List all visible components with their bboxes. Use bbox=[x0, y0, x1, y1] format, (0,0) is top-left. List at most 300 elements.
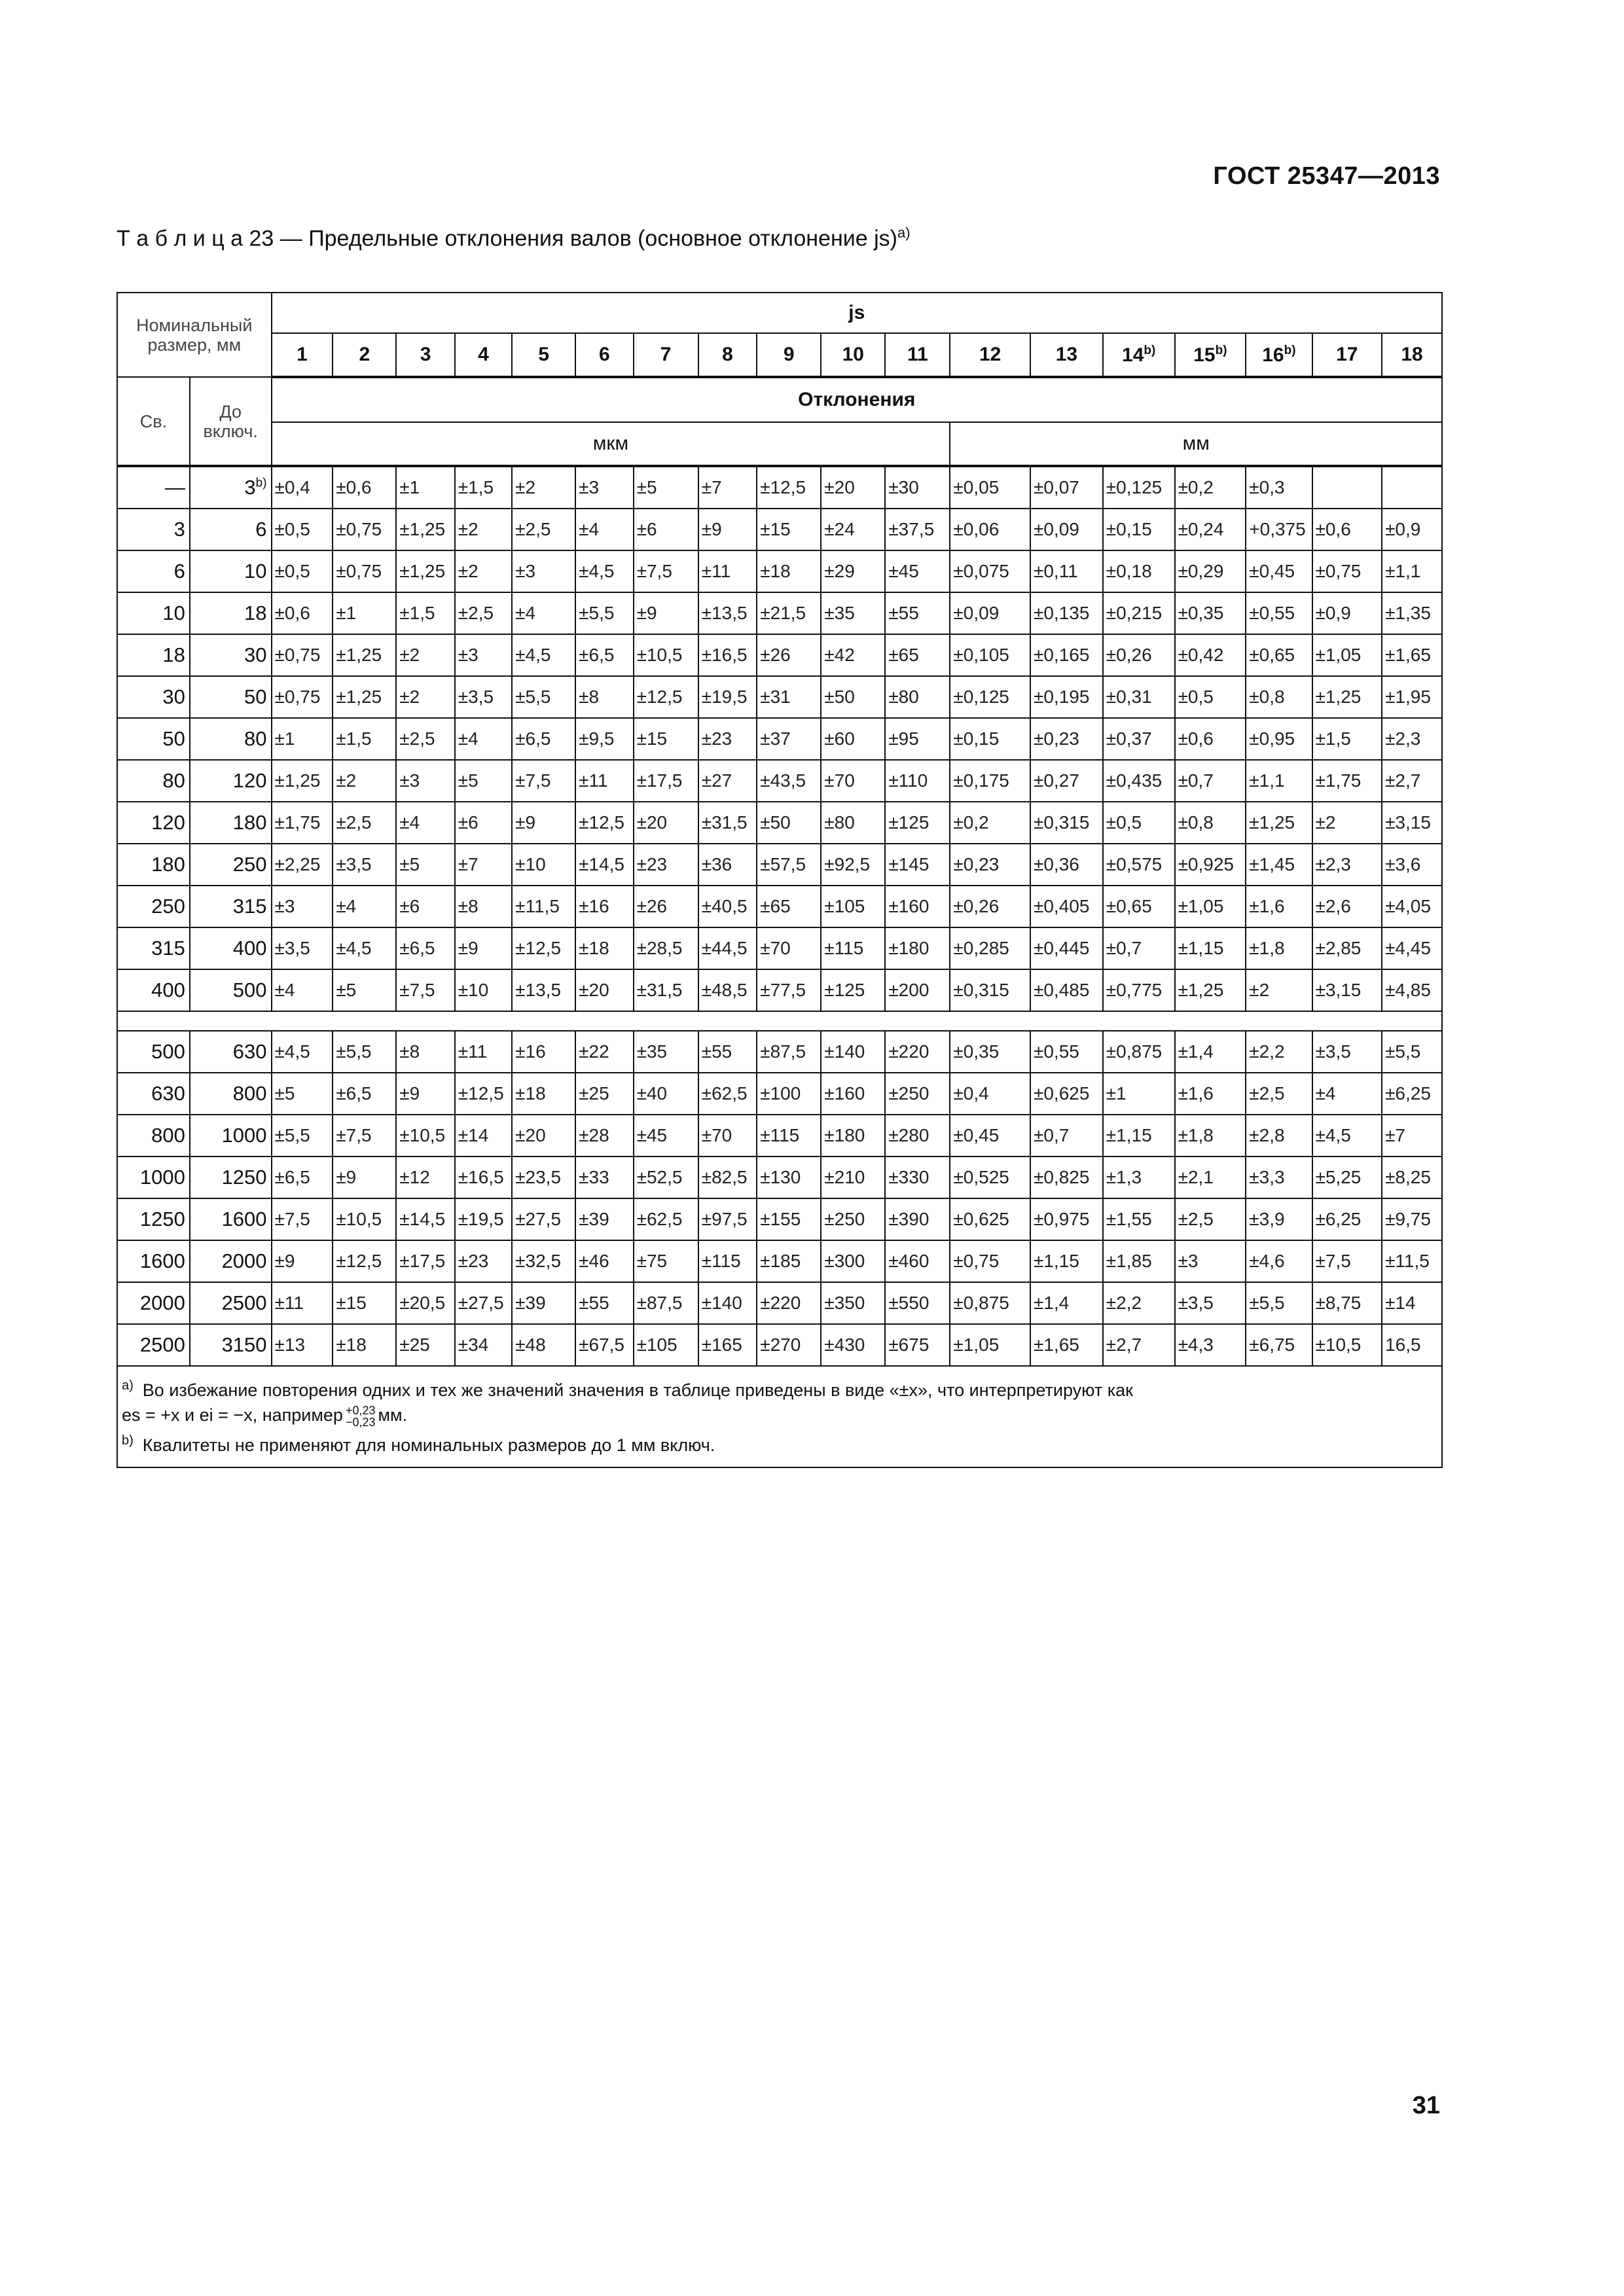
deviation-cell: ±11 bbox=[698, 550, 757, 592]
table-row bbox=[117, 1115, 1442, 1157]
size-over-cell: 10 bbox=[117, 592, 190, 634]
deviation-cell: ±2,3 bbox=[1382, 718, 1442, 760]
deviation-cell: ±0,6 bbox=[333, 466, 396, 509]
deviation-cell: ±3 bbox=[512, 550, 575, 592]
deviation-cell: ±20 bbox=[634, 802, 698, 844]
deviation-cell: ±0,24 bbox=[1175, 509, 1246, 550]
deviation-cell: ±280 bbox=[885, 1115, 950, 1157]
grade-header bbox=[634, 333, 698, 377]
deviation-cell: ±0,23 bbox=[1030, 718, 1103, 760]
deviation-cell: ±2 bbox=[455, 550, 512, 592]
deviation-cell: ±6,5 bbox=[575, 634, 633, 676]
size-over-cell: 500 bbox=[117, 1031, 190, 1073]
deviation-cell: ±0,5 bbox=[272, 550, 333, 592]
deviation-cell: ±1,4 bbox=[1175, 1031, 1246, 1073]
deviation-cell: ±20 bbox=[821, 466, 885, 509]
deviation-cell: ±1,25 bbox=[272, 760, 333, 802]
deviation-cell: ±4,6 bbox=[1246, 1240, 1312, 1282]
deviation-cell: ±42 bbox=[821, 634, 885, 676]
deviation-cell: ±35 bbox=[634, 1031, 698, 1073]
deviation-cell: ±5,5 bbox=[272, 1115, 333, 1157]
table-row bbox=[117, 1031, 1442, 1073]
deviation-cell: 16,5 bbox=[1382, 1324, 1442, 1366]
grade-number: 9 bbox=[783, 344, 795, 365]
deviation-cell: ±0,4 bbox=[950, 1073, 1030, 1115]
note-a-mark: a) bbox=[122, 1378, 134, 1393]
deviation-cell: ±3 bbox=[272, 886, 333, 927]
deviation-cell: ±1,6 bbox=[1175, 1073, 1246, 1115]
deviation-cell: ±1 bbox=[396, 466, 455, 509]
deviation-cell: ±7,5 bbox=[634, 550, 698, 592]
deviation-cell: ±2,1 bbox=[1175, 1157, 1246, 1198]
table-row bbox=[117, 1324, 1442, 1366]
deviation-cell: ±15 bbox=[757, 509, 821, 550]
page-number: 31 bbox=[1412, 2092, 1440, 2119]
deviation-cell: ±13,5 bbox=[512, 969, 575, 1011]
deviation-cell: ±210 bbox=[821, 1157, 885, 1198]
deviation-cell: ±0,18 bbox=[1103, 550, 1175, 592]
deviation-cell: ±0,485 bbox=[1030, 969, 1103, 1011]
deviation-cell: ±0,925 bbox=[1175, 844, 1246, 886]
note-a-example: es = +x и ei = −x, например bbox=[122, 1405, 343, 1425]
deviation-cell: ±29 bbox=[821, 550, 885, 592]
deviation-cell: ±0,285 bbox=[950, 927, 1030, 969]
table-row bbox=[117, 718, 1442, 760]
size-upto-cell bbox=[190, 1240, 272, 1282]
deviation-cell: ±7,5 bbox=[272, 1198, 333, 1240]
deviation-cell: ±8,25 bbox=[1382, 1157, 1442, 1198]
deviation-cell: ±0,15 bbox=[950, 718, 1030, 760]
deviation-cell: ±55 bbox=[575, 1282, 633, 1324]
deviation-cell: ±1,25 bbox=[1246, 802, 1312, 844]
grade-number: 13 bbox=[1055, 344, 1078, 365]
deviation-cell: ±1,25 bbox=[396, 550, 455, 592]
deviation-cell bbox=[1312, 466, 1382, 509]
deviation-cell: ±0,05 bbox=[950, 466, 1030, 509]
deviation-cell: ±5 bbox=[272, 1073, 333, 1115]
size-upto-cell bbox=[190, 466, 272, 509]
deviation-cell: ±390 bbox=[885, 1198, 950, 1240]
deviation-cell: ±0,775 bbox=[1103, 969, 1175, 1011]
deviation-cell: ±0,42 bbox=[1175, 634, 1246, 676]
deviation-cell: ±0,6 bbox=[1175, 718, 1246, 760]
deviation-cell: ±23 bbox=[634, 844, 698, 886]
deviation-cell: ±300 bbox=[821, 1240, 885, 1282]
deviation-cell: ±1,05 bbox=[950, 1324, 1030, 1366]
deviation-cell: ±6,75 bbox=[1246, 1324, 1312, 1366]
deviation-cell: ±140 bbox=[698, 1282, 757, 1324]
upto-header: До включ. bbox=[190, 377, 272, 466]
deviation-cell: ±0,35 bbox=[950, 1031, 1030, 1073]
deviation-cell: ±0,75 bbox=[272, 634, 333, 676]
deviation-cell: ±14,5 bbox=[396, 1198, 455, 1240]
deviation-cell: ±0,45 bbox=[1246, 550, 1312, 592]
deviation-cell: ±34 bbox=[455, 1324, 512, 1366]
deviation-cell: ±1,25 bbox=[333, 676, 396, 718]
size-over-cell: 3 bbox=[117, 509, 190, 550]
deviation-cell: ±1,75 bbox=[272, 802, 333, 844]
size-upto-value: 1000 bbox=[221, 1124, 267, 1147]
deviation-cell: ±430 bbox=[821, 1324, 885, 1366]
deviation-cell: ±16 bbox=[575, 886, 633, 927]
table-section-gap bbox=[117, 1011, 1442, 1031]
deviation-cell: ±3,6 bbox=[1382, 844, 1442, 886]
deviation-cell: ±0,195 bbox=[1030, 676, 1103, 718]
deviation-cell: ±14 bbox=[455, 1115, 512, 1157]
size-upto-value: 250 bbox=[232, 853, 267, 876]
size-upto-cell bbox=[190, 886, 272, 927]
deviation-cell: ±9 bbox=[455, 927, 512, 969]
deviation-cell: ±8 bbox=[396, 1031, 455, 1073]
deviation-cell: ±0,9 bbox=[1382, 509, 1442, 550]
deviation-cell: ±30 bbox=[885, 466, 950, 509]
deviation-cell: ±0,23 bbox=[950, 844, 1030, 886]
size-over-cell: 1000 bbox=[117, 1157, 190, 1198]
grade-number: 6 bbox=[599, 344, 610, 365]
deviation-cell: ±1,65 bbox=[1030, 1324, 1103, 1366]
table-row bbox=[117, 550, 1442, 592]
deviation-cell: ±70 bbox=[821, 760, 885, 802]
deviation-cell: ±27,5 bbox=[512, 1198, 575, 1240]
deviation-cell: ±9,5 bbox=[575, 718, 633, 760]
size-upto-cell bbox=[190, 1115, 272, 1157]
deviation-cell: ±220 bbox=[885, 1031, 950, 1073]
deviation-cell: ±0,75 bbox=[333, 509, 396, 550]
deviation-cell: ±5,5 bbox=[512, 676, 575, 718]
deviation-cell: ±140 bbox=[821, 1031, 885, 1073]
deviation-cell: ±0,15 bbox=[1103, 509, 1175, 550]
table-row bbox=[117, 844, 1442, 886]
deviation-cell: ±2,5 bbox=[333, 802, 396, 844]
grade-header bbox=[396, 333, 455, 377]
size-over-cell: 250 bbox=[117, 886, 190, 927]
deviation-cell: ±270 bbox=[757, 1324, 821, 1366]
fraction-lower: −0,23 bbox=[345, 1415, 376, 1429]
grade-number: 17 bbox=[1336, 344, 1358, 365]
section-gap-cell bbox=[117, 1011, 1442, 1031]
note-b bbox=[122, 1428, 1437, 1458]
deviation-cell: ±0,5 bbox=[272, 509, 333, 550]
size-over-cell: 1250 bbox=[117, 1198, 190, 1240]
grade-header bbox=[950, 333, 1030, 377]
deviation-cell: ±31,5 bbox=[698, 802, 757, 844]
grade-header bbox=[757, 333, 821, 377]
table-row bbox=[117, 1240, 1442, 1282]
deviation-cell: ±20 bbox=[575, 969, 633, 1011]
deviation-cell: ±130 bbox=[757, 1157, 821, 1198]
deviation-cell: ±125 bbox=[821, 969, 885, 1011]
size-upto-cell bbox=[190, 1324, 272, 1366]
note-a bbox=[122, 1373, 1437, 1403]
size-upto-cell bbox=[190, 592, 272, 634]
deviation-cell: ±8 bbox=[575, 676, 633, 718]
deviation-cell: ±82,5 bbox=[698, 1157, 757, 1198]
deviation-cell: ±19,5 bbox=[455, 1198, 512, 1240]
deviation-cell: ±11 bbox=[455, 1031, 512, 1073]
deviation-cell: ±1,05 bbox=[1175, 886, 1246, 927]
table-row bbox=[117, 969, 1442, 1011]
deviation-cell: ±26 bbox=[757, 634, 821, 676]
size-upto-cell bbox=[190, 1073, 272, 1115]
grade-number: 14 bbox=[1122, 344, 1144, 366]
deviation-cell: ±0,405 bbox=[1030, 886, 1103, 927]
deviation-cell: +0,375 bbox=[1246, 509, 1312, 550]
size-upto-cell bbox=[190, 1157, 272, 1198]
deviation-cell: ±4,45 bbox=[1382, 927, 1442, 969]
deviation-cell: ±0,65 bbox=[1103, 886, 1175, 927]
grade-footnote-mark: b) bbox=[1215, 343, 1227, 357]
deviation-cell: ±3,5 bbox=[272, 927, 333, 969]
size-over-cell: 30 bbox=[117, 676, 190, 718]
deviation-cell: ±1,85 bbox=[1103, 1240, 1175, 1282]
deviation-cell: ±0,26 bbox=[1103, 634, 1175, 676]
deviation-cell: ±1,5 bbox=[1312, 718, 1382, 760]
size-upto-value: 50 bbox=[244, 685, 267, 708]
deviation-cell: ±0,625 bbox=[1030, 1073, 1103, 1115]
size-over-cell: 315 bbox=[117, 927, 190, 969]
table-caption bbox=[117, 224, 911, 251]
deviation-cell: ±9 bbox=[698, 509, 757, 550]
deviation-cell: ±1,55 bbox=[1103, 1198, 1175, 1240]
deviation-cell: ±3 bbox=[1175, 1240, 1246, 1282]
deviation-cell: ±5,5 bbox=[1246, 1282, 1312, 1324]
deviation-cell: ±1 bbox=[272, 718, 333, 760]
deviation-cell: ±39 bbox=[512, 1282, 575, 1324]
deviation-cell: ±0,2 bbox=[950, 802, 1030, 844]
size-upto-cell bbox=[190, 760, 272, 802]
size-upto-cell bbox=[190, 1282, 272, 1324]
deviation-cell: ±43,5 bbox=[757, 760, 821, 802]
deviation-cell: ±25 bbox=[396, 1324, 455, 1366]
deviation-cell: ±6 bbox=[396, 886, 455, 927]
deviation-cell: ±1,8 bbox=[1175, 1115, 1246, 1157]
deviation-cell: ±0,825 bbox=[1030, 1157, 1103, 1198]
deviation-cell: ±3,5 bbox=[1312, 1031, 1382, 1073]
size-over-cell: 50 bbox=[117, 718, 190, 760]
deviation-cell: ±45 bbox=[885, 550, 950, 592]
deviation-cell: ±4,05 bbox=[1382, 886, 1442, 927]
deviation-cell: ±1,8 bbox=[1246, 927, 1312, 969]
deviation-cell: ±0,7 bbox=[1175, 760, 1246, 802]
deviation-cell: ±0,6 bbox=[1312, 509, 1382, 550]
deviation-cell: ±13 bbox=[272, 1324, 333, 1366]
deviation-cell: ±0,11 bbox=[1030, 550, 1103, 592]
deviation-cell: ±27,5 bbox=[455, 1282, 512, 1324]
size-over-cell: — bbox=[117, 466, 190, 509]
deviation-cell: ±11,5 bbox=[1382, 1240, 1442, 1282]
deviation-cell: ±4 bbox=[396, 802, 455, 844]
deviation-cell: ±60 bbox=[821, 718, 885, 760]
deviation-cell: ±0,65 bbox=[1246, 634, 1312, 676]
deviation-cell: ±0,45 bbox=[950, 1115, 1030, 1157]
deviation-cell: ±200 bbox=[885, 969, 950, 1011]
deviation-cell: ±2,5 bbox=[1246, 1073, 1312, 1115]
deviation-cell: ±0,8 bbox=[1175, 802, 1246, 844]
deviation-cell: ±1,4 bbox=[1030, 1282, 1103, 1324]
table-row bbox=[117, 676, 1442, 718]
deviation-cell: ±250 bbox=[885, 1073, 950, 1115]
deviation-cell: ±2,85 bbox=[1312, 927, 1382, 969]
deviation-cell: ±3 bbox=[455, 634, 512, 676]
size-over-cell: 18 bbox=[117, 634, 190, 676]
deviation-cell: ±18 bbox=[757, 550, 821, 592]
deviation-cell: ±50 bbox=[757, 802, 821, 844]
deviation-cell: ±0,315 bbox=[1030, 802, 1103, 844]
size-over-cell: 6 bbox=[117, 550, 190, 592]
deviation-cell: ±62,5 bbox=[634, 1198, 698, 1240]
deviation-cell: ±1,15 bbox=[1030, 1240, 1103, 1282]
size-upto-value: 315 bbox=[232, 895, 267, 918]
deviation-cell: ±6,5 bbox=[333, 1073, 396, 1115]
deviation-cell: ±2 bbox=[512, 466, 575, 509]
deviation-cell: ±675 bbox=[885, 1324, 950, 1366]
grade-header bbox=[698, 333, 757, 377]
deviation-cell: ±12,5 bbox=[512, 927, 575, 969]
deviation-cell: ±0,9 bbox=[1312, 592, 1382, 634]
size-upto-cell bbox=[190, 550, 272, 592]
grade-number: 11 bbox=[907, 344, 928, 365]
deviation-cell: ±31,5 bbox=[634, 969, 698, 1011]
deviation-cell: ±165 bbox=[698, 1324, 757, 1366]
deviation-cell: ±250 bbox=[821, 1198, 885, 1240]
size-over-cell: 80 bbox=[117, 760, 190, 802]
size-upto-value: 80 bbox=[244, 727, 267, 750]
notes-row bbox=[117, 1366, 1442, 1467]
table-row bbox=[117, 1073, 1442, 1115]
deviation-cell: ±5 bbox=[634, 466, 698, 509]
deviation-cell: ±9 bbox=[512, 802, 575, 844]
size-upto-value: 1600 bbox=[221, 1208, 267, 1230]
size-upto-cell bbox=[190, 676, 272, 718]
deviation-cell: ±15 bbox=[634, 718, 698, 760]
deviation-cell: ±2,25 bbox=[272, 844, 333, 886]
deviation-cell: ±35 bbox=[821, 592, 885, 634]
deviation-cell: ±155 bbox=[757, 1198, 821, 1240]
deviation-cell: ±2 bbox=[396, 634, 455, 676]
deviation-cell: ±0,06 bbox=[950, 509, 1030, 550]
deviation-cell: ±10 bbox=[455, 969, 512, 1011]
deviation-cell: ±92,5 bbox=[821, 844, 885, 886]
deviation-cell: ±1,6 bbox=[1246, 886, 1312, 927]
deviation-cell: ±180 bbox=[821, 1115, 885, 1157]
deviation-cell: ±3,5 bbox=[455, 676, 512, 718]
deviation-cell: ±0,07 bbox=[1030, 466, 1103, 509]
deviation-cell: ±2,8 bbox=[1246, 1115, 1312, 1157]
deviation-cell: ±0,575 bbox=[1103, 844, 1175, 886]
deviation-cell: ±4 bbox=[1312, 1073, 1382, 1115]
deviation-cell: ±10,5 bbox=[634, 634, 698, 676]
deviation-cell: ±5 bbox=[455, 760, 512, 802]
deviation-cell: ±180 bbox=[885, 927, 950, 969]
deviation-cell: ±0,4 bbox=[272, 466, 333, 509]
deviation-cell: ±6 bbox=[634, 509, 698, 550]
deviation-cell: ±12,5 bbox=[634, 676, 698, 718]
deviation-cell: ±6,25 bbox=[1382, 1073, 1442, 1115]
deviation-cell: ±1,45 bbox=[1246, 844, 1312, 886]
deviation-cell: ±46 bbox=[575, 1240, 633, 1282]
table-row bbox=[117, 802, 1442, 844]
size-upto-cell bbox=[190, 927, 272, 969]
size-over-cell: 120 bbox=[117, 802, 190, 844]
deviation-cell: ±6,5 bbox=[512, 718, 575, 760]
deviation-cell: ±125 bbox=[885, 802, 950, 844]
deviation-cell: ±65 bbox=[885, 634, 950, 676]
header-row-units bbox=[117, 422, 1442, 466]
deviation-cell: ±12,5 bbox=[575, 802, 633, 844]
deviation-cell: ±16 bbox=[512, 1031, 575, 1073]
deviation-cell: ±15 bbox=[333, 1282, 396, 1324]
deviation-cell: ±2,5 bbox=[1175, 1198, 1246, 1240]
table-row bbox=[117, 1198, 1442, 1240]
deviation-cell: ±2,5 bbox=[396, 718, 455, 760]
deviation-cell: ±9 bbox=[333, 1157, 396, 1198]
grade-header bbox=[1246, 333, 1312, 377]
deviation-cell: ±23 bbox=[698, 718, 757, 760]
deviation-cell: ±3,15 bbox=[1382, 802, 1442, 844]
deviation-cell: ±67,5 bbox=[575, 1324, 633, 1366]
size-upto-value: 120 bbox=[232, 769, 267, 792]
deviation-cell: ±2,7 bbox=[1103, 1324, 1175, 1366]
table-row bbox=[117, 760, 1442, 802]
deviation-cell: ±0,35 bbox=[1175, 592, 1246, 634]
deviation-cell: ±460 bbox=[885, 1240, 950, 1282]
deviation-cell: ±145 bbox=[885, 844, 950, 886]
nominal-size-header: Номинальный размер, мм bbox=[117, 293, 272, 377]
header-row-js bbox=[117, 293, 1442, 333]
deviation-cell: ±100 bbox=[757, 1073, 821, 1115]
deviation-cell: ±17,5 bbox=[634, 760, 698, 802]
standard-code: ГОСТ 25347—2013 bbox=[1213, 162, 1440, 190]
deviation-cell: ±3,5 bbox=[1175, 1282, 1246, 1324]
deviation-cell: ±2,2 bbox=[1246, 1031, 1312, 1073]
deviation-cell: ±48 bbox=[512, 1324, 575, 1366]
deviation-cell: ±115 bbox=[698, 1240, 757, 1282]
grade-number: 2 bbox=[359, 344, 370, 365]
deviation-cell: ±4,5 bbox=[272, 1031, 333, 1073]
grade-header bbox=[333, 333, 396, 377]
deviation-cell: ±8 bbox=[455, 886, 512, 927]
deviation-cell: ±5,5 bbox=[575, 592, 633, 634]
deviation-cell: ±19,5 bbox=[698, 676, 757, 718]
deviation-cell: ±27 bbox=[698, 760, 757, 802]
note-b-text: Квалитеты не применяют для номинальных размеров до 1 мм включ. bbox=[142, 1435, 715, 1455]
deviation-cell: ±1,25 bbox=[1175, 969, 1246, 1011]
deviation-cell: ±0,6 bbox=[272, 592, 333, 634]
deviations-table-container bbox=[117, 292, 1443, 1518]
deviation-cell: ±0,95 bbox=[1246, 718, 1312, 760]
deviation-cell: ±21,5 bbox=[757, 592, 821, 634]
size-upto-value: 3150 bbox=[221, 1333, 267, 1356]
js-header: js bbox=[272, 293, 1442, 333]
deviation-cell: ±1,95 bbox=[1382, 676, 1442, 718]
deviation-cell: ±87,5 bbox=[757, 1031, 821, 1073]
deviation-cell: ±18 bbox=[512, 1073, 575, 1115]
size-upto-value: 3 bbox=[244, 476, 256, 499]
deviation-cell: ±75 bbox=[634, 1240, 698, 1282]
size-upto-cell bbox=[190, 802, 272, 844]
deviation-cell: ±10 bbox=[512, 844, 575, 886]
header-row-grades bbox=[117, 333, 1442, 377]
grade-header bbox=[272, 333, 333, 377]
deviation-cell: ±10,5 bbox=[333, 1198, 396, 1240]
grade-number: 3 bbox=[420, 344, 431, 365]
deviation-cell: ±17,5 bbox=[396, 1240, 455, 1282]
deviation-cell: ±1,25 bbox=[1312, 676, 1382, 718]
deviation-cell: ±0,135 bbox=[1030, 592, 1103, 634]
deviation-cell: ±24 bbox=[821, 509, 885, 550]
deviation-cell: ±11 bbox=[575, 760, 633, 802]
deviation-cell: ±0,09 bbox=[950, 592, 1030, 634]
